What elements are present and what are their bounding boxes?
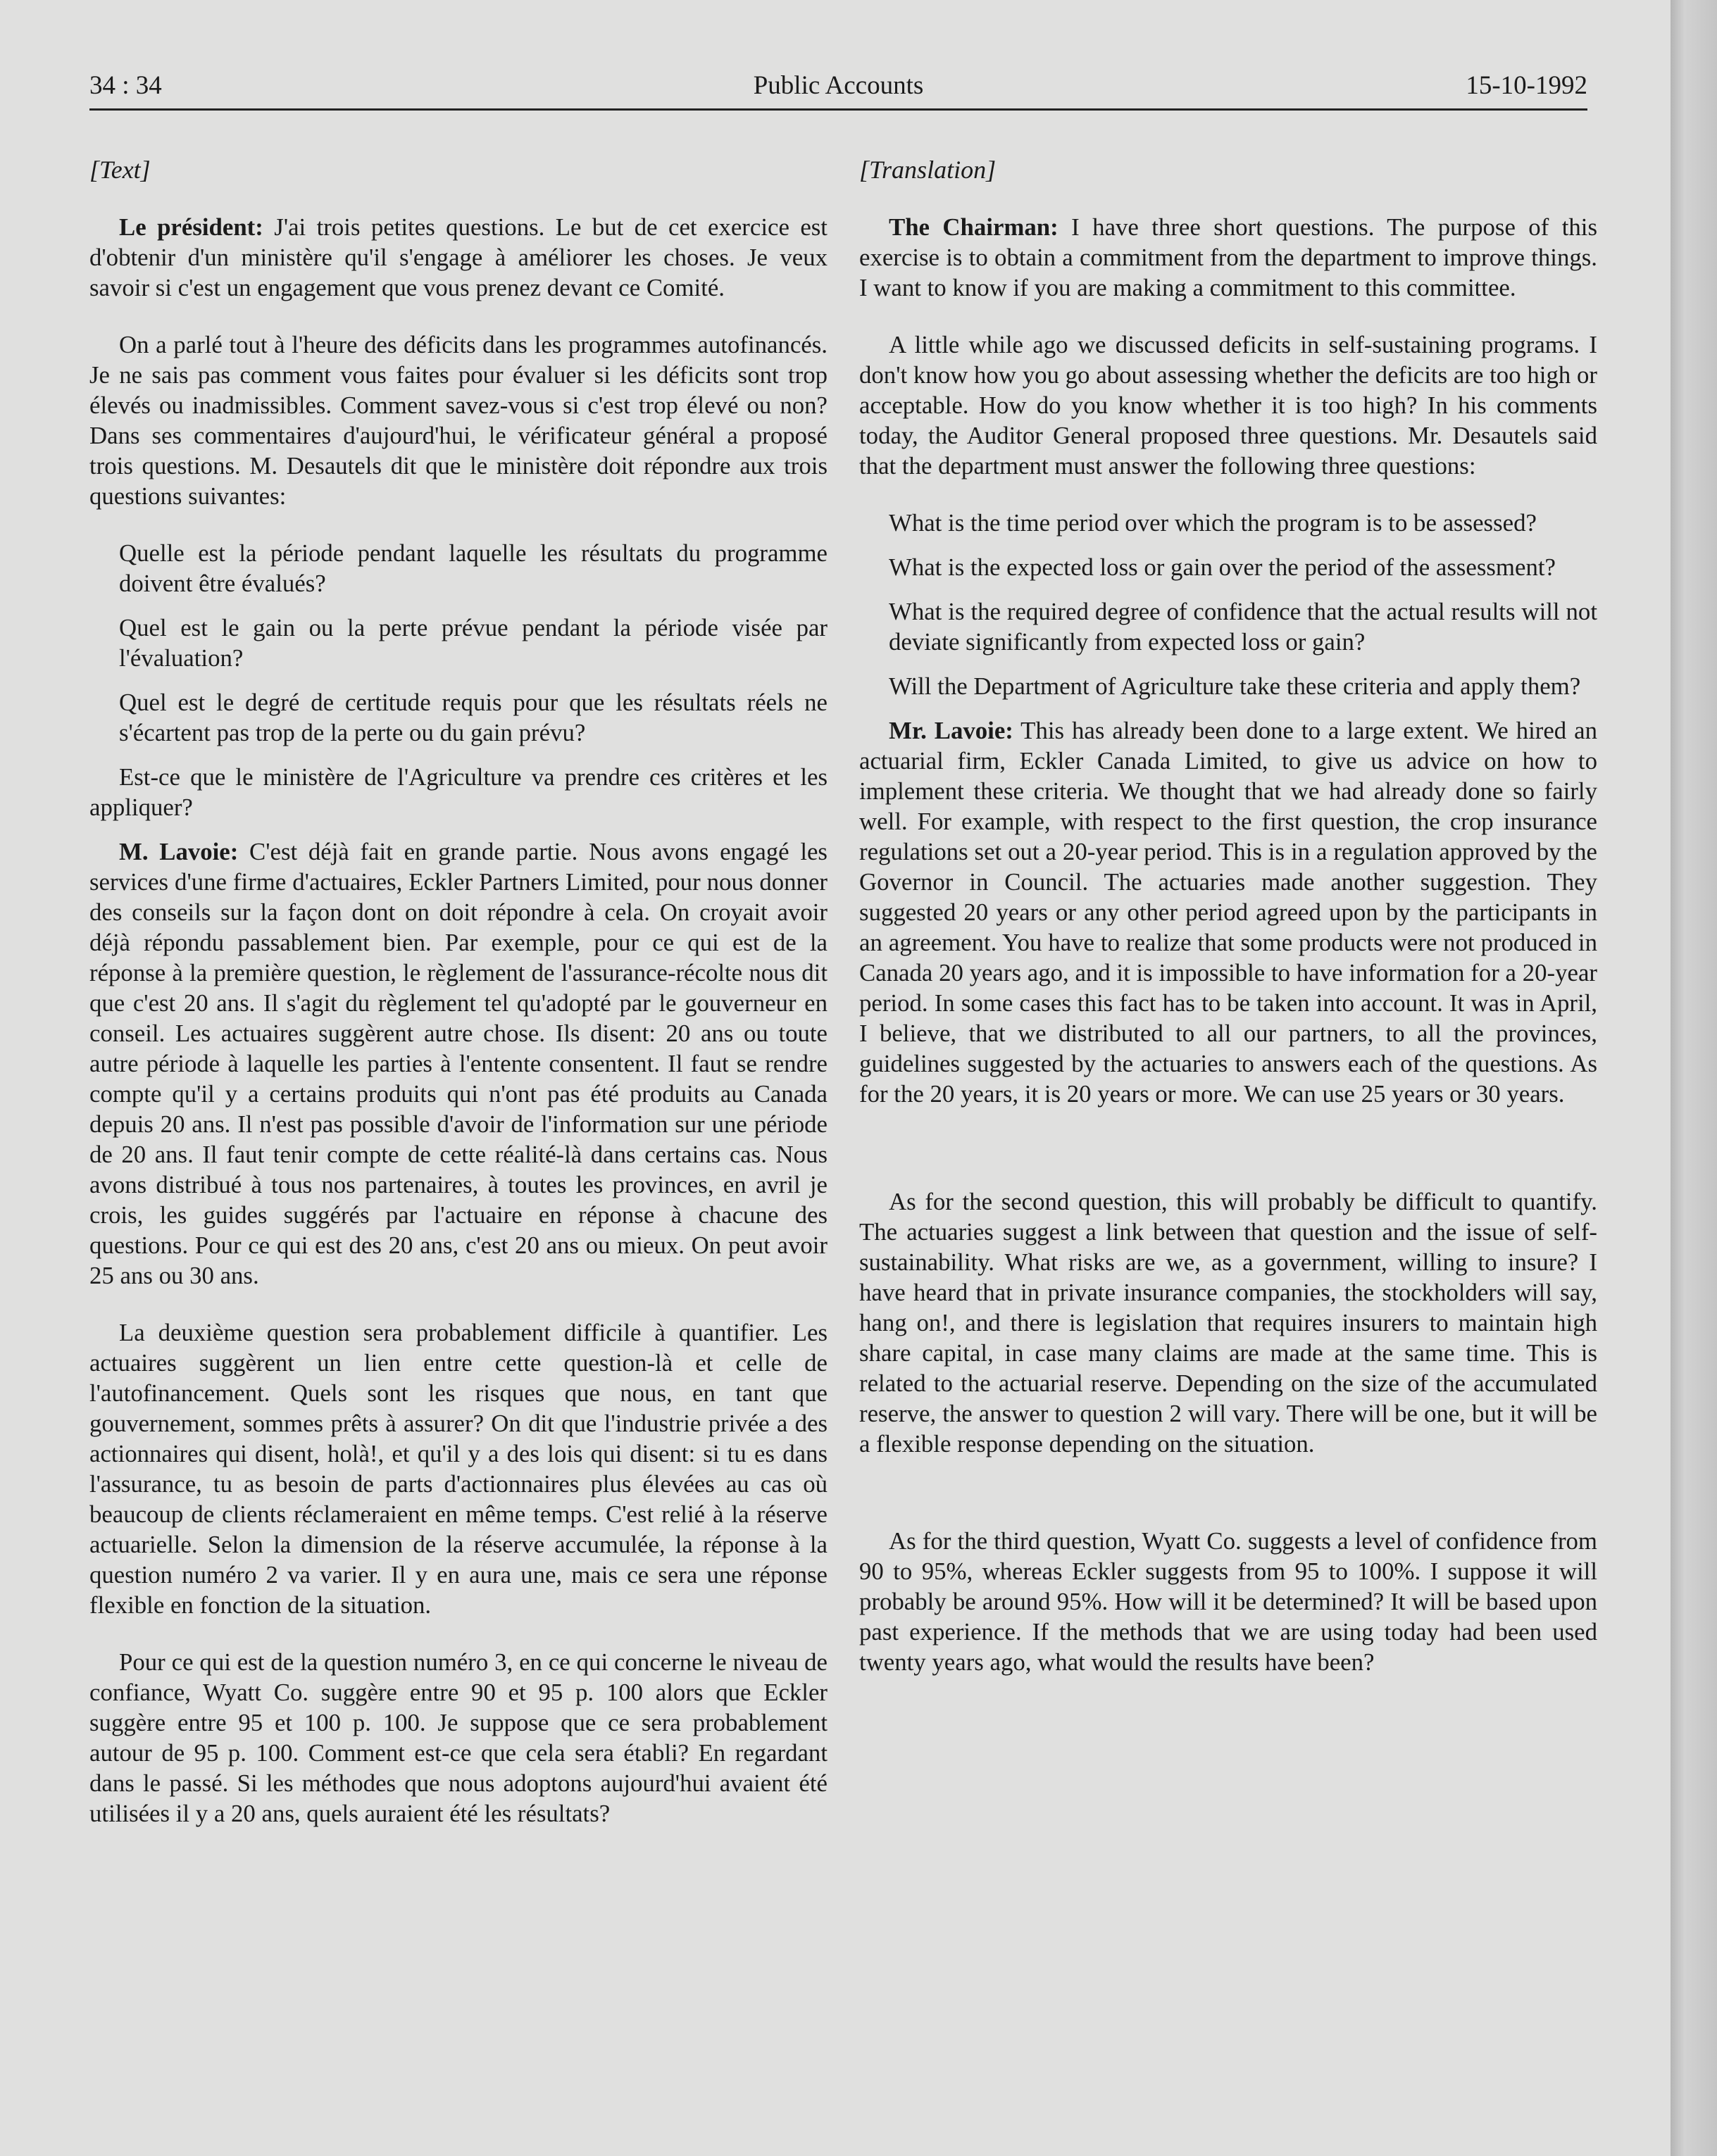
paragraph [89, 212, 828, 303]
page-number: 34 : 34 [89, 71, 162, 100]
paragraph [89, 836, 828, 1291]
page-edge [1671, 0, 1717, 2156]
speaker-name: The Chairman: [889, 213, 1059, 241]
text-tag: [Text] [89, 156, 151, 184]
paragraph: Pour ce qui est de la question numéro 3, en ce qui concerne le niveau de confiance, Wyatt Co. suggère entre 90 et 95 p. 100 alors que Eckler suggère entre 95 et 100 p. 100. Je suppose que ce sera probablement autour de 95 p. 100. Comment est-ce que cela sera établi? En regardant dans le passé. Si les méthodes que nous adoptons aujourd'hui avaient été utilisées il y a 20 ans, quels auraient été les résultats? [89, 1648, 828, 1827]
header-date: 15-10-1992 [1466, 71, 1587, 100]
paragraph: Will the Department of Agriculture take these criteria and apply them? [889, 672, 1581, 700]
question-1: What is the time period over which the program is to be assessed? [889, 509, 1537, 537]
translation-tag: [Translation] [859, 156, 997, 184]
paragraph-text: This has already been done to a large extent. We hired an actuarial firm, Eckler Canada Limited, to give us advice on how to implement these criteria. We thought that we had already done so fairly well. For example, with respect to the first question, the crop insurance regulations set out a 20-year period. This is in a regulation approved by the Governor in Council. The actuaries made another suggestion. They suggested 20 years or any other period agreed upon by the participants in an agreement. You have to realize that some products were not produced in Canada 20 years ago, and it is impossible to have information for a 20-year period. In some cases this fact has to be taken into account. It was in April, I believe, that we distributed to all our partners, to all the provinces, guidelines suggested by the actuaries to answers each of the questions. As for the 20 years, it is 20 years or more. We can use 25 years or 30 years. [859, 717, 1597, 1108]
speaker-name: Le président: [119, 213, 263, 241]
question-3: Quel est le degré de certitude requis pour que les résultats réels ne s'écartent pas trop de la perte ou du gain prévu? [119, 689, 828, 746]
paragraph-text: J'ai trois petites questions. Le but de cet exercice est d'obtenir d'un ministère qu'il s'engage à améliorer les choses. Je veux savoir si c'est un engagement que vous prenez devant ce Comité. [89, 213, 828, 301]
question-2: Quel est le gain ou la perte prévue pendant la période visée par l'évaluation? [119, 614, 828, 672]
paragraph-text: I have three short questions. The purpose of this exercise is to obtain a commitment from the department to improve things. I want to know if you are making a commitment to this committee. [859, 213, 1597, 301]
question-2: What is the expected loss or gain over the period of the assessment? [889, 553, 1556, 581]
question-3: What is the required degree of confidence that the actual results will not deviate significantly from expected loss or gain? [889, 598, 1597, 656]
speaker-name: Mr. Lavoie: [889, 717, 1013, 744]
paragraph: As for the third question, Wyatt Co. suggests a level of confidence from 90 to 95%, whereas Eckler suggests from 95 to 100%. I suppose it will probably be around 95%. How will it be determined? It will be based upon past experience. If the methods that we are using today had been used twenty years ago, what would the results have been? [859, 1527, 1597, 1676]
running-header [89, 69, 1587, 111]
publication-title: Public Accounts [753, 71, 924, 100]
paragraph: La deuxième question sera probablement difficile à quantifier. Les actuaires suggèrent un lien entre cette question-là et celle de l'autofinancement. Quels sont les risques que nous, en tant que gouvernement, sommes prêts à assurer? On dit que l'industrie privée a des actionnaires qui disent, holà!, et qu'il y a des lois qui disent: si tu es dans l'assurance, tu as besoin de parts d'actionnaires plus élevées au cas où beaucoup de clients réclameraient en même temps. C'est relié à la réserve actuarielle. Selon la dimension de la réserve accumulée, la réponse à la question numéro 2 va varier. Il y en aura une, mais ce sera une réponse flexible en fonction de la situation. [89, 1319, 828, 1619]
french-column [89, 155, 828, 1829]
paragraph [859, 715, 1597, 1109]
paragraph: On a parlé tout à l'heure des déficits dans les programmes autofinancés. Je ne sais pas comment vous faites pour évaluer si les déficits sont trop élevés ou inadmissibles. Comment savez-vous si c'est trop élevé ou non? Dans ses commentaires d'aujourd'hui, le vérificateur général a proposé trois questions. M. Desautels dit que le ministère doit répondre aux trois questions suivantes: [89, 331, 828, 510]
question-1: Quelle est la période pendant laquelle les résultats du programme doivent être évalués? [119, 539, 828, 597]
paragraph: Est-ce que le ministère de l'Agriculture va prendre ces critères et les appliquer? [89, 763, 828, 821]
speaker-name: M. Lavoie: [119, 838, 239, 865]
english-column [859, 155, 1597, 1677]
paragraph: A little while ago we discussed deficits in self-sustaining programs. I don't know how you go about assessing whether the deficits are too high or acceptable. How do you know whether it is too high? In his comments today, the Auditor General proposed three questions. Mr. Desautels said that the department must answer the following three questions: [859, 331, 1597, 480]
paragraph-text: C'est déjà fait en grande partie. Nous avons engagé les services d'une firme d'actuaires, Eckler Partners Limited, pour nous donner des conseils sur la façon dont on doit répondre à cela. On croyait avoir déjà répondu passablement bien. Par exemple, pour ce qui est de la réponse à la première question, le règlement de l'assurance-récolte nous dit que c'est 20 ans. Il s'agit du règlement tel qu'adopté par le gouverneur en conseil. Les actuaires suggèrent autre chose. Ils disent: 20 ans ou toute autre période à laquelle les parties à l'entente consentent. Il faut se rendre compte qu'il y a certains produits qui n'ont pas été produits au Canada depuis 20 ans. Il n'est pas possible d'avoir de l'information sur une période de 20 ans. Il faut tenir compte de cette réalité-là dans certains cas. Nous avons distribué à tous nos partenaires, à toutes les provinces, en avril je crois, les guides suggérés par l'actuaire en réponse à chacune des questions. Pour ce qui est des 20 ans, c'est 20 ans ou mieux. On peut avoir 25 ans ou 30 ans. [89, 838, 828, 1289]
paragraph: As for the second question, this will probably be difficult to quantify. The actuaries suggest a link between that question and the issue of self-sustainability. What risks are we, as a government, willing to insure? I have heard that in private insurance companies, the stockholders will say, hang on!, and there is legislation that requires insurers to maintain high share capital, in case many claims are made at the same time. This is related to the actuarial reserve. Depending on the size of the accumulated reserve, the answer to question 2 will vary. There will be one, but it will be a flexible response depending on the situation. [859, 1188, 1597, 1458]
paragraph [859, 212, 1597, 303]
